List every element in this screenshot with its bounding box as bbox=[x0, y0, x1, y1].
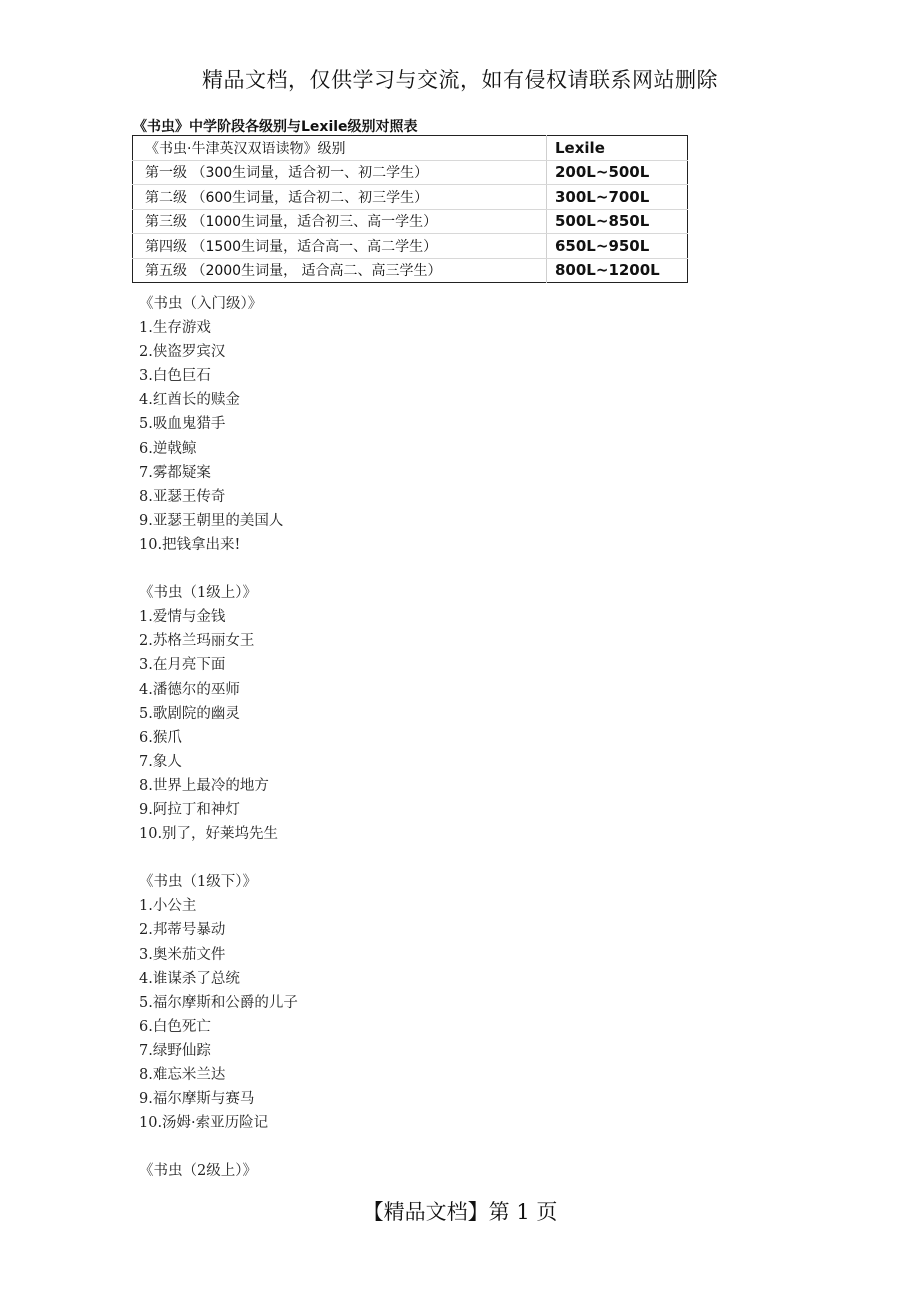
list-item: 3.白色巨石 bbox=[139, 368, 211, 385]
list-item: 6.猴爪 bbox=[139, 729, 182, 746]
list-item: 7.雾都疑案 bbox=[139, 464, 211, 481]
table-caption: 《书虫》中学阶段各级别与Lexile级别对照表 bbox=[133, 119, 418, 135]
list-item: 5.歌剧院的幽灵 bbox=[139, 705, 240, 722]
list-item: 2.邦蒂号暴动 bbox=[139, 922, 226, 939]
list-item: 8.亚瑟王传奇 bbox=[139, 488, 226, 505]
section-title: 《书虫（入门级）》 bbox=[139, 296, 263, 312]
level-cell: 第三级 （1000生词量，适合初三、高一学生） bbox=[133, 209, 547, 234]
section-title: 《书虫（1级上）》 bbox=[139, 585, 257, 602]
list-item: 7.绿野仙踪 bbox=[139, 1042, 211, 1059]
list-item: 10.汤姆·索亚历险记 bbox=[139, 1115, 269, 1132]
book-list bbox=[139, 605, 759, 846]
list-item: 4.谁谋杀了总统 bbox=[139, 970, 240, 987]
list-item: 6.逆戟鲸 bbox=[139, 440, 197, 457]
list-item: 5.福尔摩斯和公爵的儿子 bbox=[139, 994, 298, 1011]
header-lexile-cell: Lexile bbox=[547, 136, 688, 161]
list-item: 4.潘德尔的巫师 bbox=[139, 681, 240, 698]
list-item: 9.亚瑟王朝里的美国人 bbox=[139, 512, 284, 529]
list-item: 10.别了，好莱坞先生 bbox=[139, 826, 279, 843]
section-entry-level bbox=[139, 292, 759, 581]
section-level-1-lower bbox=[139, 870, 759, 1159]
lexile-cell: 500L~850L bbox=[547, 209, 688, 234]
list-item: 6.白色死亡 bbox=[139, 1018, 211, 1035]
list-item: 3.奥米茄文件 bbox=[139, 946, 226, 963]
page-footer: 【精品文档】第 1 页 bbox=[362, 1200, 558, 1224]
header-level-cell: 《书虫·牛津英汉双语读物》级别 bbox=[133, 136, 547, 161]
section-title: 《书虫（2级上）》 bbox=[139, 1163, 257, 1180]
list-item: 1.小公主 bbox=[139, 898, 197, 915]
list-item: 4.红酋长的赎金 bbox=[139, 392, 240, 409]
table-row bbox=[133, 185, 688, 210]
lexile-cell: 300L~700L bbox=[547, 185, 688, 210]
list-item: 9.福尔摩斯与赛马 bbox=[139, 1091, 255, 1108]
list-item: 1.爱情与金钱 bbox=[139, 609, 226, 626]
list-item: 2.侠盗罗宾汉 bbox=[139, 344, 226, 361]
level-lexile-table bbox=[132, 135, 688, 283]
list-item: 1.生存游戏 bbox=[139, 320, 211, 337]
table-row bbox=[133, 234, 688, 259]
list-item: 10.把钱拿出来! bbox=[139, 536, 241, 553]
section-title: 《书虫（1级下）》 bbox=[139, 874, 257, 891]
list-item: 8.世界上最冷的地方 bbox=[139, 777, 269, 794]
level-cell: 第四级 （1500生词量，适合高一、高二学生） bbox=[133, 234, 547, 259]
lexile-cell: 200L~500L bbox=[547, 160, 688, 185]
section-level-1-upper bbox=[139, 581, 759, 870]
level-cell: 第五级 （2000生词量， 适合高二、高三学生） bbox=[145, 263, 442, 280]
section-level-2-upper bbox=[139, 1159, 759, 1183]
page-header: 精品文档，仅供学习与交流，如有侵权请联系网站删除 bbox=[202, 68, 718, 92]
book-list bbox=[139, 316, 759, 557]
lexile-cell: 800L~1200L bbox=[547, 258, 688, 283]
list-item: 8.难忘米兰达 bbox=[139, 1067, 226, 1083]
table-row bbox=[133, 160, 688, 185]
list-item: 3.在月亮下面 bbox=[139, 657, 226, 674]
table-row bbox=[133, 209, 688, 234]
list-item: 2.苏格兰玛丽女王 bbox=[139, 633, 255, 650]
level-cell: 第二级 （600生词量，适合初二、初三学生） bbox=[133, 185, 547, 210]
list-item: 7.象人 bbox=[139, 753, 182, 770]
lexile-cell: 650L~950L bbox=[547, 234, 688, 259]
list-item: 9.阿拉丁和神灯 bbox=[139, 801, 240, 818]
section-spacer bbox=[139, 557, 759, 581]
table-header-row bbox=[133, 136, 688, 161]
level-cell: 第一级 （300生词量，适合初一、初二学生） bbox=[133, 160, 547, 185]
section-spacer bbox=[139, 1135, 759, 1159]
book-lists bbox=[139, 292, 759, 1183]
table-row bbox=[133, 258, 688, 283]
section-spacer bbox=[139, 846, 759, 870]
book-list bbox=[139, 894, 759, 1135]
list-item: 5.吸血鬼猎手 bbox=[139, 416, 226, 433]
